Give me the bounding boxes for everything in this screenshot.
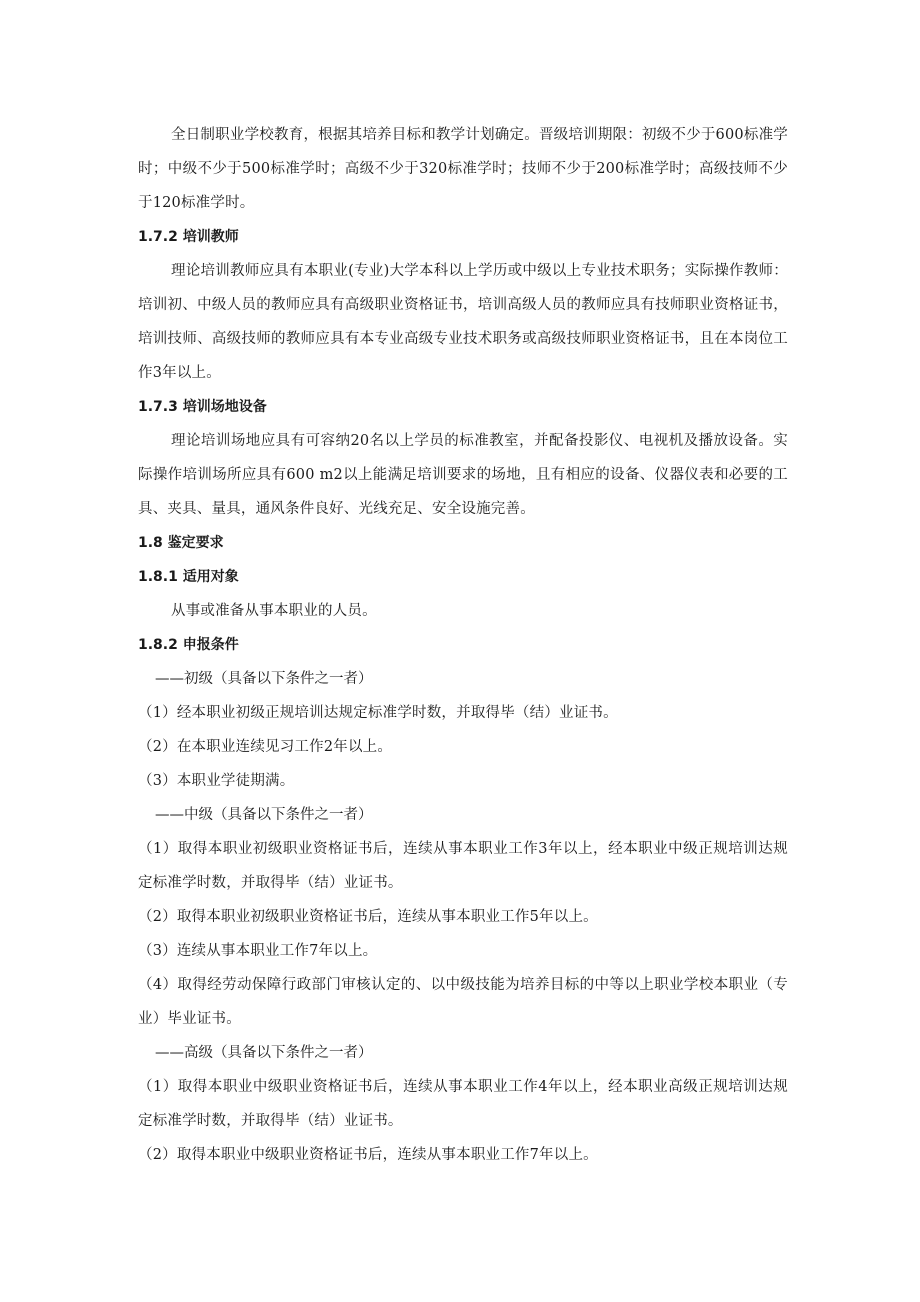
heading-1-8-1: 1.8.1 适用对象 bbox=[138, 569, 239, 585]
level-heading-junior: ——初级（具备以下条件之一者） bbox=[155, 671, 373, 687]
list-item: （3）本职业学徒期满。 bbox=[138, 773, 295, 789]
paragraph-training-duration: 全日制职业学校教育，根据其培养目标和教学计划确定。晋级培训期限：初级不少于600标准学时；中级不少于500标准学时；高级不少于320标准学时；技师不少于200标准学时；高级技师不少于120标准学时。 bbox=[138, 127, 788, 211]
list-item: （2）在本职业连续见习工作2年以上。 bbox=[138, 739, 393, 755]
list-item: （3）连续从事本职业工作7年以上。 bbox=[138, 943, 378, 959]
list-item: （1）取得本职业中级职业资格证书后，连续从事本职业工作4年以上，经本职业高级正规培训达规定标准学时数，并取得毕（结）业证书。 bbox=[138, 1079, 788, 1129]
heading-1-7-3: 1.7.3 培训场地设备 bbox=[138, 399, 267, 415]
paragraph-training-teachers: 理论培训教师应具有本职业(专业)大学本科以上学历或中级以上专业技术职务；实际操作教师：培训初、中级人员的教师应具有高级职业资格证书，培训高级人员的教师应具有技师职业资格证书，培训技师、高级技师的教师应具有本专业高级专业技术职务或高级技师职业资格证书，且在本岗位工作3年以上。 bbox=[138, 263, 788, 381]
heading-1-8-2: 1.8.2 申报条件 bbox=[138, 637, 239, 653]
heading-1-7-2: 1.7.2 培训教师 bbox=[138, 229, 239, 245]
list-item: （2）取得本职业初级职业资格证书后，连续从事本职业工作5年以上。 bbox=[138, 909, 598, 925]
document-body bbox=[138, 118, 788, 1172]
list-item: （1）取得本职业初级职业资格证书后，连续从事本职业工作3年以上，经本职业中级正规培训达规定标准学时数，并取得毕（结）业证书。 bbox=[138, 841, 788, 891]
paragraph-applicable-persons: 从事或准备从事本职业的人员。 bbox=[171, 603, 377, 619]
paragraph-training-facilities: 理论培训场地应具有可容纳20名以上学员的标准教室，并配备投影仪、电视机及播放设备。实际操作培训场所应具有600 m2以上能满足培训要求的场地，且有相应的设备、仪器仪表和必要的工具、夹具、量具，通风条件良好、光线充足、安全设施完善。 bbox=[138, 433, 788, 517]
list-item: （4）取得经劳动保障行政部门审核认定的、以中级技能为培养目标的中等以上职业学校本职业（专业）毕业证书。 bbox=[138, 977, 788, 1027]
list-item: （1）经本职业初级正规培训达规定标准学时数，并取得毕（结）业证书。 bbox=[138, 705, 618, 721]
level-heading-intermediate: ——中级（具备以下条件之一者） bbox=[155, 807, 373, 823]
level-heading-senior: ——高级（具备以下条件之一者） bbox=[155, 1045, 373, 1061]
heading-1-8: 1.8 鉴定要求 bbox=[138, 535, 224, 551]
list-item: （2）取得本职业中级职业资格证书后，连续从事本职业工作7年以上。 bbox=[138, 1147, 598, 1163]
